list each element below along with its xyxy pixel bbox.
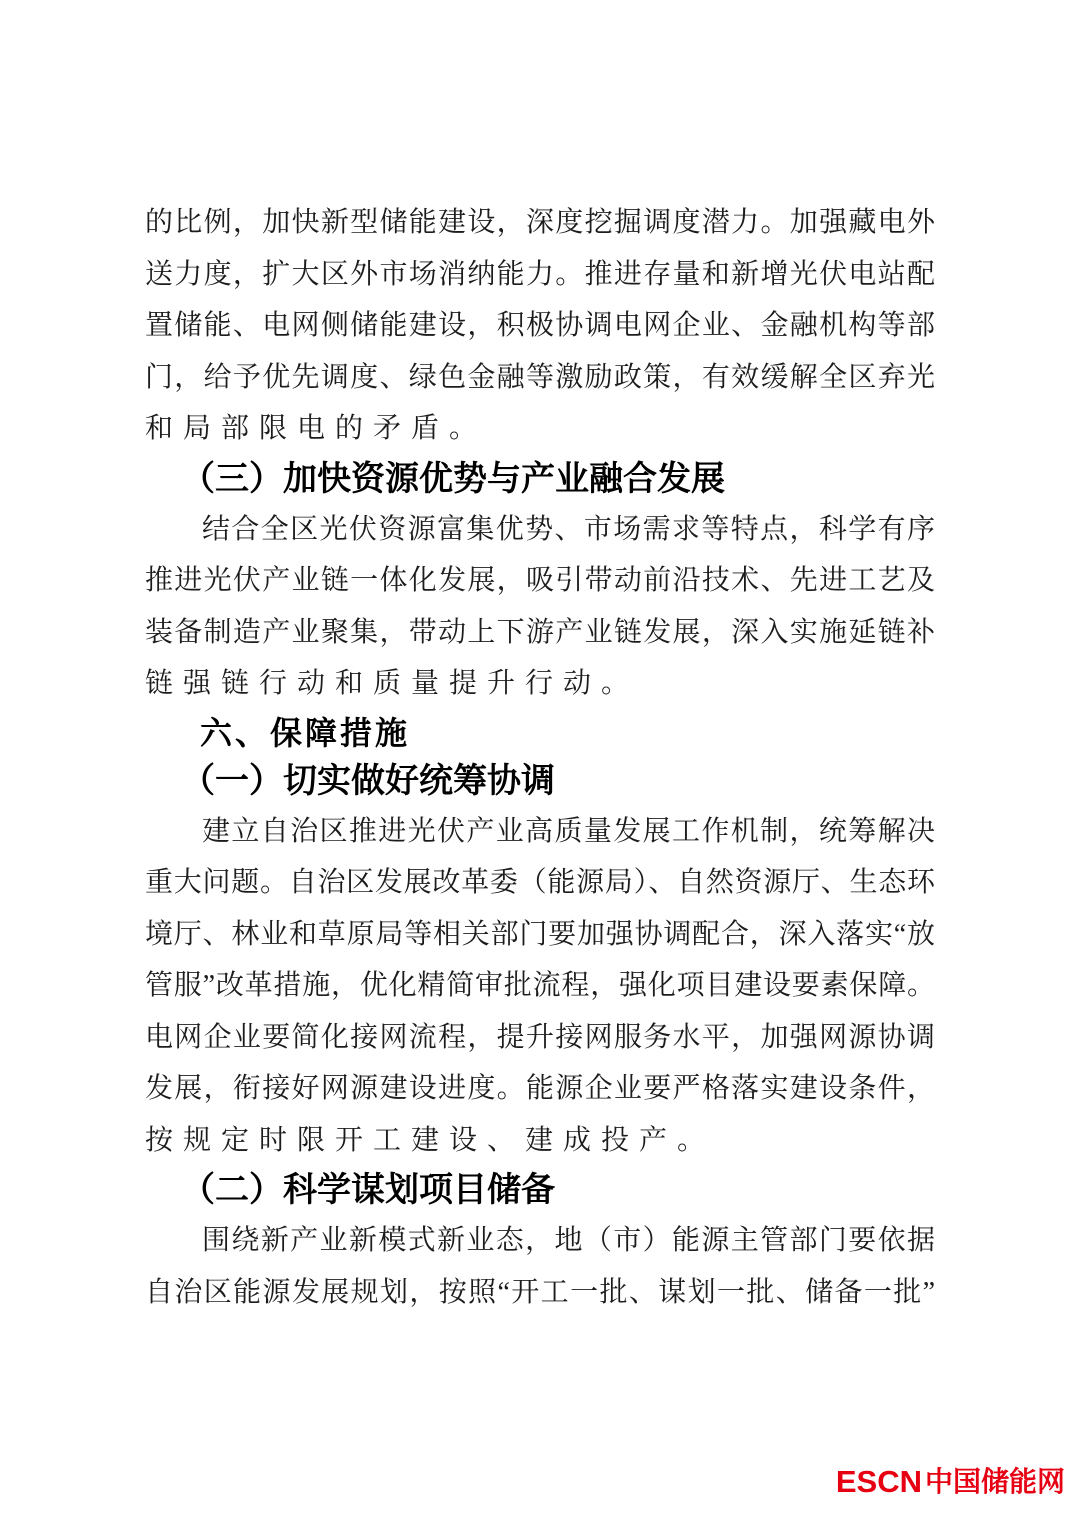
section-heading: 六、保障措施 [200, 714, 411, 751]
text-line: 的比例，加快新型储能建设，深度挖掘调度潜力。加强藏电外 [145, 207, 935, 238]
text-line: 装备制造产业聚集，带动上下游产业链发展，深入实施延链补 [145, 616, 935, 648]
text-line: 推进光伏产业链一体化发展，吸引带动前沿技术、先进工艺及 [145, 565, 935, 596]
text-line: 按规定时限开工建设、建成投产。 [145, 1124, 716, 1156]
text-line: 境厅、林业和草原局等相关部门要加强协调配合，深入落实“放 [145, 918, 935, 950]
subsection-heading: （二）科学谋划项目储备 [181, 1171, 555, 1209]
escn-watermark-logo [836, 1464, 1065, 1500]
text-line: 建立自治区推进光伏产业高质量发展工作机制，统筹解决 [202, 815, 935, 847]
text-line: 发展，衔接好网源建设进度。能源企业要严格落实建设条件， [145, 1073, 935, 1104]
text-line: 电网企业要简化接网流程，提升接网服务水平，加强网源协调 [145, 1021, 935, 1053]
text-line: 自治区能源发展规划，按照“开工一批、谋划一批、储备一批” [145, 1276, 935, 1308]
text-line: 置储能、电网侧储能建设，积极协调电网企业、金融机构等部 [145, 310, 935, 341]
subsection-heading: （一）切实做好统筹协调 [181, 761, 555, 800]
document-body [145, 197, 935, 1318]
text-line: 管服”改革措施，优化精简审批流程，强化项目建设要素保障。 [145, 970, 935, 1001]
text-line: 重大问题。自治区发展改革委（能源局）、自然资源厅、生态环 [145, 867, 935, 898]
logo-chinese-text: 中国储能网 [924, 1466, 1065, 1497]
text-line: 围绕新产业新模式新业态，地（市）能源主管部门要依据 [202, 1225, 935, 1256]
text-line: 和局部限电的矛盾。 [145, 413, 488, 444]
text-line: 门，给予优先调度、绿色金融等激励政策，有效缓解全区弃光 [145, 361, 935, 393]
text-line: 结合全区光伏资源富集优势、市场需求等特点，科学有序 [202, 513, 935, 545]
logo-latin-text: ESCN [835, 1464, 922, 1499]
subsection-heading: （三）加快资源优势与产业融合发展 [181, 459, 725, 498]
text-line: 送力度，扩大区外市场消纳能力。推进存量和新增光伏电站配 [145, 258, 935, 290]
text-line: 链强链行动和质量提升行动。 [145, 668, 640, 699]
